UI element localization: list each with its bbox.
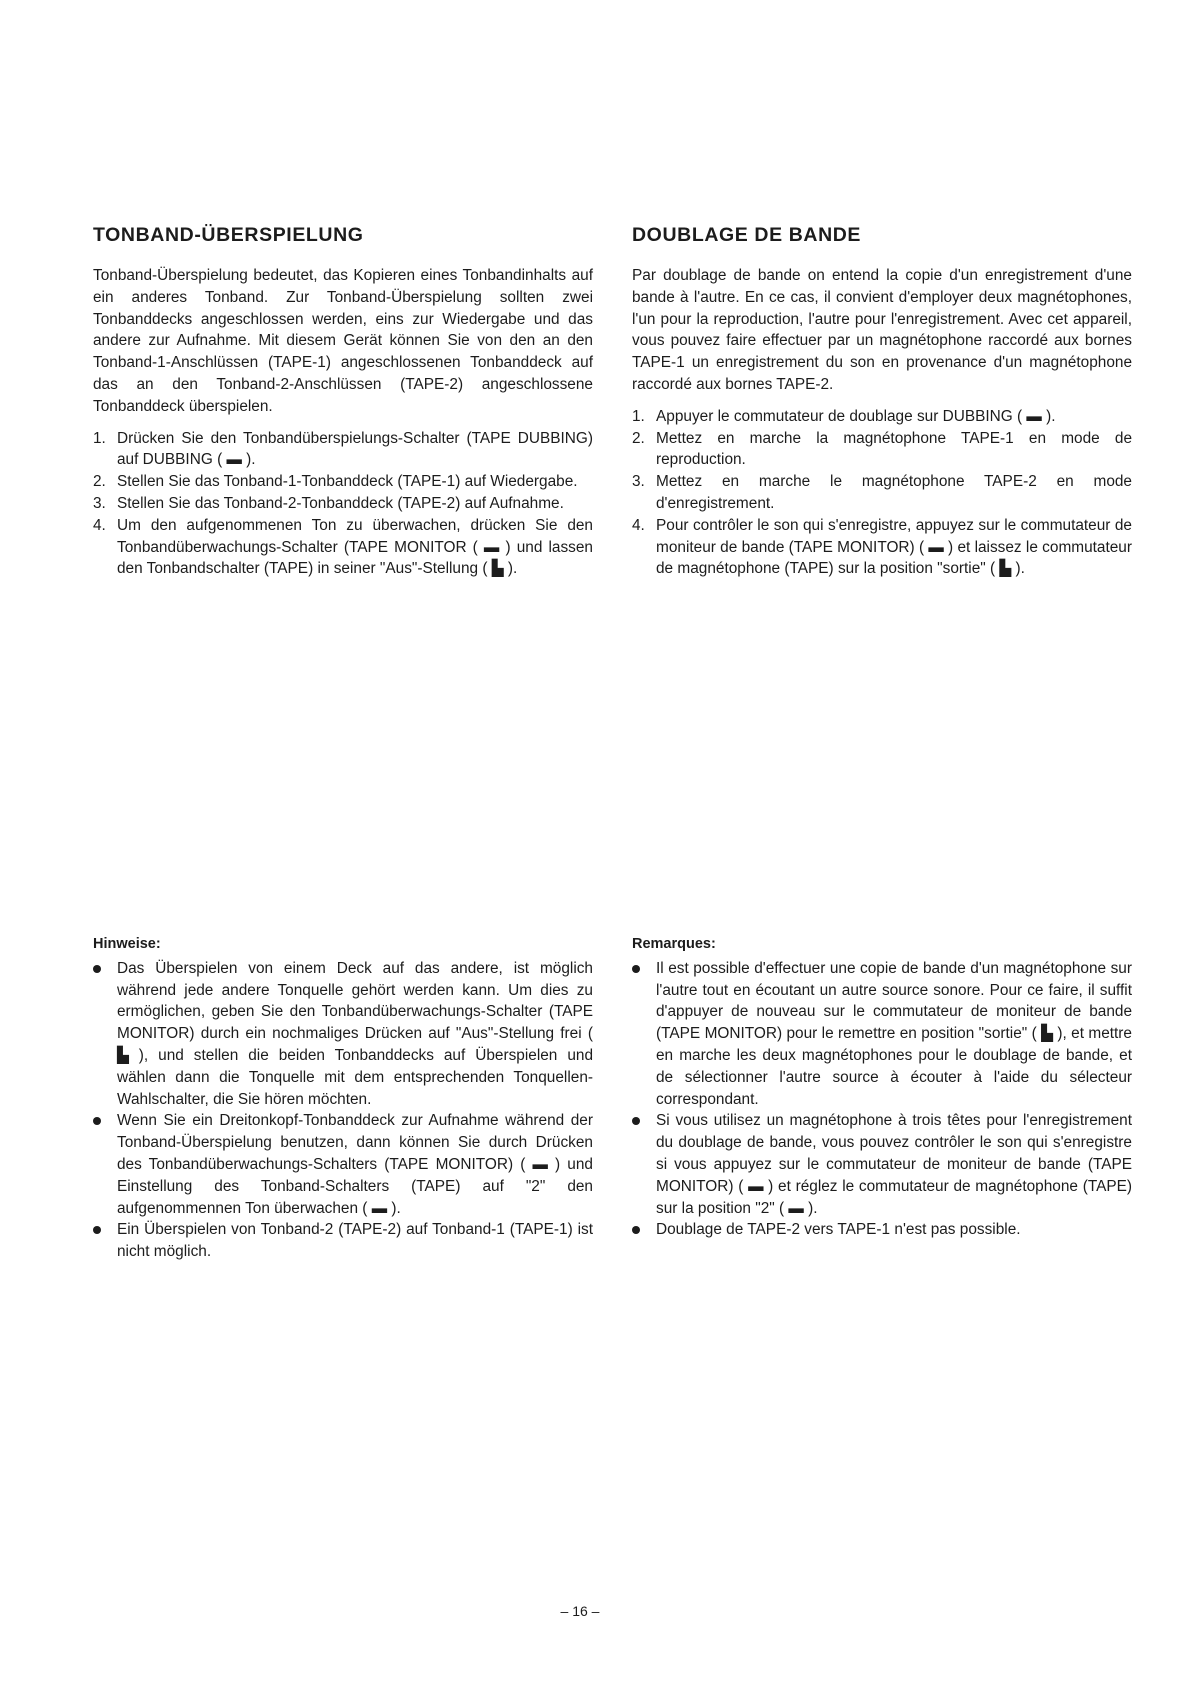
- german-note: [93, 1110, 593, 1219]
- french-intro: Par doublage de bande on entend la copie d'un enregistrement d'une bande à l'autre. En ce cas, il convient d'employer deux magnétophones, l'un pour la reproduction, l'autre pour l'enregistrement. Avec cet appareil, vous pouvez faire effectuer par un magnétophone raccordé aux bornes TAPE-1 un enregistrement du son en provenance d'un magnétophone raccordé aux bornes TAPE-2.: [632, 267, 1132, 393]
- german-intro: Tonband-Überspielung bedeutet, das Kopieren eines Tonbandinhalts auf ein anderes Tonband. Zur Tonband-Überspielung sollten zwei Tonbanddecks angeschlossen werden, eins zur Wiedergabe und das andere zur Aufnahme. Mit diesem Gerät können Sie von den an den Tonband-1-Anschlüssen (TAPE-1) angeschlossenen Tonbanddeck auf das an den Tonband-2-Anschlüssen (TAPE-2) angeschlossene Tonbanddeck überspielen.: [93, 267, 593, 415]
- step-number: 4.: [93, 516, 106, 534]
- step-text: Appuyer le commutateur de doublage sur DUBBING ( ▬ ).: [656, 407, 1056, 425]
- french-steps: [632, 406, 1132, 580]
- german-notes: [93, 934, 593, 1263]
- french-notes-list: [632, 958, 1132, 1241]
- german-step: [93, 515, 593, 580]
- step-text: Stellen Sie das Tonband-2-Tonbanddeck (TAPE-2) auf Aufnahme.: [117, 494, 564, 512]
- note-text: Das Überspielen von einem Deck auf das andere, ist möglich während jede andere Tonquelle gehört werden kann. Um dies zu ermöglichen, geben Sie den Tonbandüberwachungs-Schalter (TAPE MONITOR) durch ein nochmaliges Drücken auf "Aus"-Stellung frei ( ▙ ), und stellen die beiden Tonbanddecks auf Überspielen und wählen dann die Tonquelle mit dem entsprechenden Tonquellen-Wahlschalter, die Sie hören möchten.: [117, 959, 593, 1108]
- note-text: Si vous utilisez un magnétophone à trois têtes pour l'enregistrement du doublage de bande, vous pouvez contrôler le son qui s'enregistre si vous appuyez sur le commutateur de moniteur de bande (TAPE MONITOR) ( ▬ ) et réglez le commutateur de magnétophone (TAPE) sur la position "2" ( ▬ ).: [656, 1112, 1132, 1217]
- french-step: [632, 406, 1132, 428]
- french-notes: [632, 934, 1132, 1241]
- step-text: Pour contrôler le son qui s'enregistre, appuyez sur le commutateur de moniteur de bande (TAPE MONITOR) ( ▬ ) et laissez le commutateur de magnétophone (TAPE) sur la position "sortie" ( ▙ ).: [656, 516, 1132, 578]
- french-step: [632, 428, 1132, 472]
- note-text: Doublage de TAPE-2 vers TAPE-1 n'est pas possible.: [656, 1221, 1021, 1239]
- french-section: [632, 222, 1132, 580]
- german-heading: TONBAND-ÜBERSPIELUNG: [93, 224, 364, 246]
- french-step: [632, 471, 1132, 515]
- german-step: [93, 428, 593, 472]
- french-heading: DOUBLAGE DE BANDE: [632, 224, 862, 246]
- step-number: 1.: [93, 429, 106, 447]
- page-number: – 16 –: [560, 1603, 600, 1619]
- french-notes-title: Remarques:: [632, 936, 716, 952]
- german-step: [93, 493, 593, 515]
- bullet-icon: [632, 965, 640, 973]
- step-text: Mettez en marche le magnétophone TAPE-2 en mode d'enregistrement.: [656, 473, 1132, 512]
- step-text: Drücken Sie den Tonbandüberspielungs-Schalter (TAPE DUBBING) auf DUBBING ( ▬ ).: [117, 429, 593, 469]
- bullet-icon: [93, 965, 101, 973]
- bullet-icon: [632, 1117, 640, 1125]
- step-number: 3.: [632, 473, 645, 491]
- step-number: 3.: [93, 494, 106, 512]
- step-number: 4.: [632, 516, 645, 534]
- french-note: [632, 958, 1132, 1111]
- german-steps: [93, 428, 593, 581]
- german-note: [93, 958, 593, 1111]
- note-text: Il est possible d'effectuer une copie de bande d'un magnétophone sur l'autre tout en écoutant un autre source sonore. Pour ce faire, il suffit d'appuyer de nouveau sur le commutateur de moniteur de bande (TAPE MONITOR) pour le remettre en position "sortie" ( ▙ ), et mettre en marche les deux magnétophones pour le doublage de bande, et de sélectionner l'autre source à écouter à l'aide du sélecteur correspondant.: [656, 959, 1132, 1108]
- bullet-icon: [93, 1226, 101, 1234]
- step-text: Stellen Sie das Tonband-1-Tonbanddeck (TAPE-1) auf Wiedergabe.: [117, 473, 578, 491]
- bullet-icon: [93, 1117, 101, 1125]
- note-text: Wenn Sie ein Dreitonkopf-Tonbanddeck zur Aufnahme während der Tonband-Überspielung benutzen, dann können Sie durch Drücken des Tonbandüberwachungs-Schalters (TAPE MONITOR) ( ▬ ) und Einstellung des Tonband-Schalters (TAPE) auf "2" den aufgenommennen Ton überwachen ( ▬ ).: [117, 1112, 593, 1217]
- german-note: [93, 1219, 593, 1263]
- french-step: [632, 515, 1132, 580]
- french-note: [632, 1219, 1132, 1241]
- german-section: [93, 222, 593, 580]
- step-text: Mettez en marche la magnétophone TAPE-1 en mode de reproduction.: [656, 429, 1132, 469]
- step-number: 2.: [93, 473, 106, 491]
- bullet-icon: [632, 1226, 640, 1234]
- step-number: 2.: [632, 429, 645, 447]
- step-text: Um den aufgenommenen Ton zu überwachen, drücken Sie den Tonbandüberwachungs-Schalter (TAPE MONITOR ( ▬ ) und lassen den Tonbandschalter (TAPE) in seiner "Aus"-Stellung ( ▙ ).: [117, 516, 593, 578]
- step-number: 1.: [632, 407, 645, 425]
- note-text: Ein Überspielen von Tonband-2 (TAPE-2) auf Tonband-1 (TAPE-1) ist nicht möglich.: [117, 1221, 593, 1261]
- german-notes-title: Hinweise:: [93, 936, 161, 952]
- german-notes-list: [93, 958, 593, 1263]
- french-note: [632, 1110, 1132, 1219]
- german-step: [93, 471, 593, 493]
